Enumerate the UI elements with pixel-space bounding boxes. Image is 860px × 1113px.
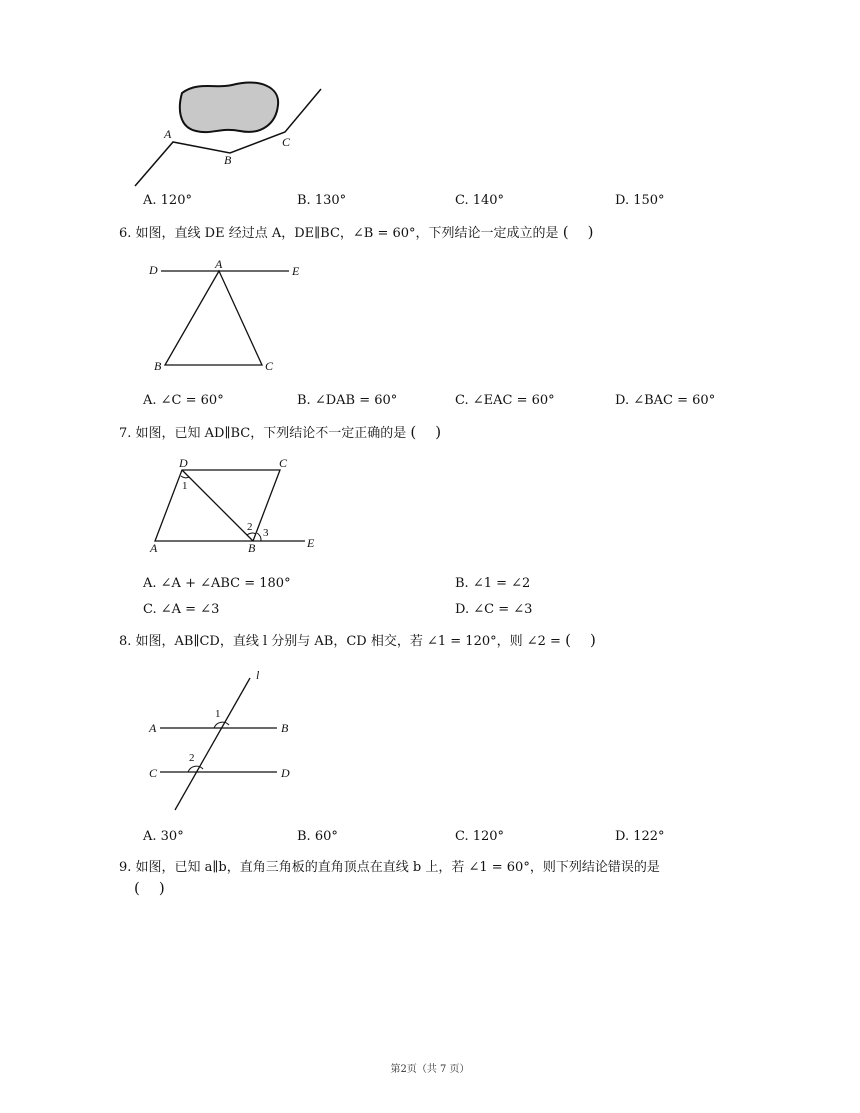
q6-option-b: B. ∠DAB = 60°: [297, 393, 398, 408]
q6-option-a: A. ∠C = 60°: [143, 393, 224, 408]
q6-triangle-abc: [165, 271, 262, 365]
q6-stem: [119, 222, 593, 241]
q5-label-c: C: [282, 135, 291, 149]
q6-bracket: ( ): [562, 223, 594, 241]
q8-label-c: C: [149, 766, 158, 780]
q8-angle-2-arc: [188, 766, 203, 772]
q5-lake-shape: [180, 83, 278, 133]
q8-label-a: A: [149, 721, 157, 735]
q5-option-b: B. 130°: [297, 193, 347, 208]
q6-label-b: B: [154, 359, 162, 373]
q6-figure: [145, 255, 315, 380]
q5-option-c: C. 140°: [455, 193, 505, 208]
q7-stem: [119, 422, 441, 441]
q7-bracket: ( ): [410, 423, 442, 441]
q6-label-e: E: [292, 264, 300, 278]
q8-option-c: C. 120°: [455, 829, 505, 844]
q5-label-a: A: [164, 127, 172, 141]
q8-label-l: l: [256, 668, 260, 682]
q7-option-b: B. ∠1 = ∠2: [455, 576, 531, 591]
q6-option-d: D. ∠BAC = 60°: [615, 393, 716, 408]
q9-bracket: ( ): [134, 879, 165, 897]
q8-label-d: D: [281, 766, 290, 780]
q8-bracket: ( ): [565, 631, 596, 649]
q5-option-a: A. 120°: [143, 193, 192, 208]
q7-angle-3-arc: [257, 533, 261, 541]
q5-option-d: D. 150°: [615, 193, 665, 208]
q8-option-b: B. 60°: [297, 829, 338, 844]
q8-angle-1-label: 1: [215, 708, 221, 720]
q8-figure: [140, 662, 310, 817]
q7-angle-3-label: 3: [263, 527, 269, 539]
page-footer: 第2页（共 7 页）: [390, 1064, 470, 1075]
q7-figure: [145, 455, 325, 555]
q8-option-d: D. 122°: [615, 829, 665, 844]
q7-diagonal-db: [182, 470, 253, 541]
q5-figure: [120, 75, 340, 195]
q8-line-l: [175, 678, 250, 810]
q8-stem-text: 8. 如图，AB∥CD，直线 l 分别与 AB，CD 相交，若 ∠1 = 120°，则 ∠2 =: [119, 634, 561, 649]
q7-angle-2-arc: [247, 533, 256, 535]
q7-angle-1-label: 1: [182, 480, 188, 492]
q8-option-a: A. 30°: [143, 829, 184, 844]
q7-option-c: C. ∠A = ∠3: [143, 602, 220, 617]
q9-stem: 9. 如图，已知 a∥b，直角三角板的直角顶点在直线 b 上，若 ∠1 = 60°，则下列结论错误的是: [119, 860, 660, 875]
q8-stem: [119, 630, 596, 649]
q7-label-c: C: [279, 456, 288, 470]
q7-label-b: B: [248, 541, 256, 555]
q7-angle-2-label: 2: [247, 521, 253, 533]
q7-stem-text: 7. 如图，已知 AD∥BC，下列结论不一定正确的是: [119, 426, 407, 441]
q7-option-d: D. ∠C = ∠3: [455, 602, 533, 617]
q7-label-e: E: [307, 536, 315, 550]
q8-label-b: B: [281, 721, 289, 735]
q6-stem-text: 6. 如图，直线 DE 经过点 A，DE∥BC，∠B = 60°，下列结论一定成立的是: [119, 226, 559, 241]
q8-angle-2-label: 2: [189, 752, 195, 764]
q6-label-c: C: [265, 359, 274, 373]
q5-label-b: B: [224, 153, 232, 167]
q7-label-d: D: [179, 456, 188, 470]
q6-label-d: D: [149, 263, 158, 277]
q7-option-a: A. ∠A + ∠ABC = 180°: [143, 576, 291, 591]
q6-option-c: C. ∠EAC = 60°: [455, 393, 555, 408]
q7-label-a: A: [150, 541, 158, 555]
q6-label-a: A: [215, 257, 223, 271]
